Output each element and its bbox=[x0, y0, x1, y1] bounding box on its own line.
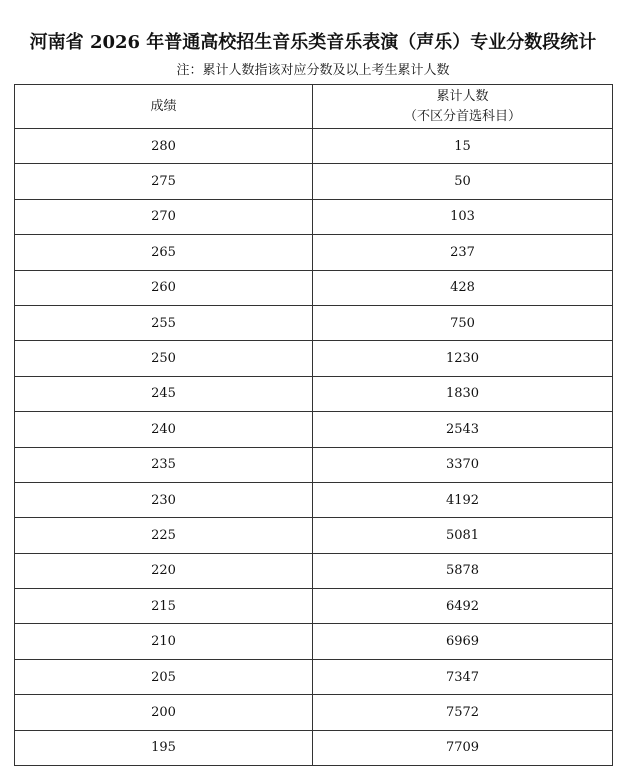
table-row bbox=[15, 164, 613, 199]
score-cell: 205 bbox=[15, 659, 313, 694]
score-cell: 210 bbox=[15, 624, 313, 659]
header-score: 成绩 bbox=[15, 85, 313, 129]
count-cell: 237 bbox=[313, 235, 613, 270]
table-row bbox=[15, 730, 613, 765]
table-row bbox=[15, 482, 613, 517]
score-cell: 240 bbox=[15, 412, 313, 447]
table-row bbox=[15, 412, 613, 447]
count-cell: 103 bbox=[313, 199, 613, 234]
table-header-row bbox=[15, 85, 613, 129]
score-cell: 225 bbox=[15, 518, 313, 553]
count-cell: 2543 bbox=[313, 412, 613, 447]
count-cell: 5081 bbox=[313, 518, 613, 553]
count-cell: 7347 bbox=[313, 659, 613, 694]
count-cell: 750 bbox=[313, 305, 613, 340]
table-row bbox=[15, 447, 613, 482]
page-title: 河南省 2026 年普通高校招生音乐类音乐表演（声乐）专业分数段统计 bbox=[29, 32, 597, 53]
table-note: 注：累计人数指该对应分数及以上考生累计人数 bbox=[176, 63, 450, 78]
table-row bbox=[15, 624, 613, 659]
count-cell: 5878 bbox=[313, 553, 613, 588]
score-cell: 215 bbox=[15, 589, 313, 624]
table-row bbox=[15, 553, 613, 588]
table-row bbox=[15, 659, 613, 694]
score-cell: 280 bbox=[15, 129, 313, 164]
score-cell: 230 bbox=[15, 482, 313, 517]
table-row bbox=[15, 199, 613, 234]
count-cell: 1230 bbox=[313, 341, 613, 376]
score-cell: 255 bbox=[15, 305, 313, 340]
score-cell: 275 bbox=[15, 164, 313, 199]
table-row bbox=[15, 129, 613, 164]
count-cell: 7572 bbox=[313, 695, 613, 730]
count-cell: 3370 bbox=[313, 447, 613, 482]
table-row bbox=[15, 518, 613, 553]
table-row bbox=[15, 235, 613, 270]
score-cell: 200 bbox=[15, 695, 313, 730]
count-cell: 7709 bbox=[313, 730, 613, 765]
score-cell: 235 bbox=[15, 447, 313, 482]
header-count-line2: （不区分首选科目） bbox=[403, 108, 521, 124]
score-cell: 220 bbox=[15, 553, 313, 588]
count-cell: 6492 bbox=[313, 589, 613, 624]
score-cell: 265 bbox=[15, 235, 313, 270]
table-row bbox=[15, 695, 613, 730]
table-row bbox=[15, 341, 613, 376]
score-table bbox=[14, 84, 613, 766]
table-row bbox=[15, 305, 613, 340]
score-cell: 245 bbox=[15, 376, 313, 411]
score-cell: 270 bbox=[15, 199, 313, 234]
table-row bbox=[15, 270, 613, 305]
count-cell: 15 bbox=[313, 129, 613, 164]
score-cell: 260 bbox=[15, 270, 313, 305]
count-cell: 4192 bbox=[313, 482, 613, 517]
score-cell: 250 bbox=[15, 341, 313, 376]
header-cumulative-count bbox=[313, 85, 613, 129]
count-cell: 50 bbox=[313, 164, 613, 199]
score-cell: 195 bbox=[15, 730, 313, 765]
table-row bbox=[15, 376, 613, 411]
count-cell: 6969 bbox=[313, 624, 613, 659]
count-cell: 1830 bbox=[313, 376, 613, 411]
header-count-line1: 累计人数 bbox=[436, 88, 489, 104]
table-row bbox=[15, 589, 613, 624]
count-cell: 428 bbox=[313, 270, 613, 305]
